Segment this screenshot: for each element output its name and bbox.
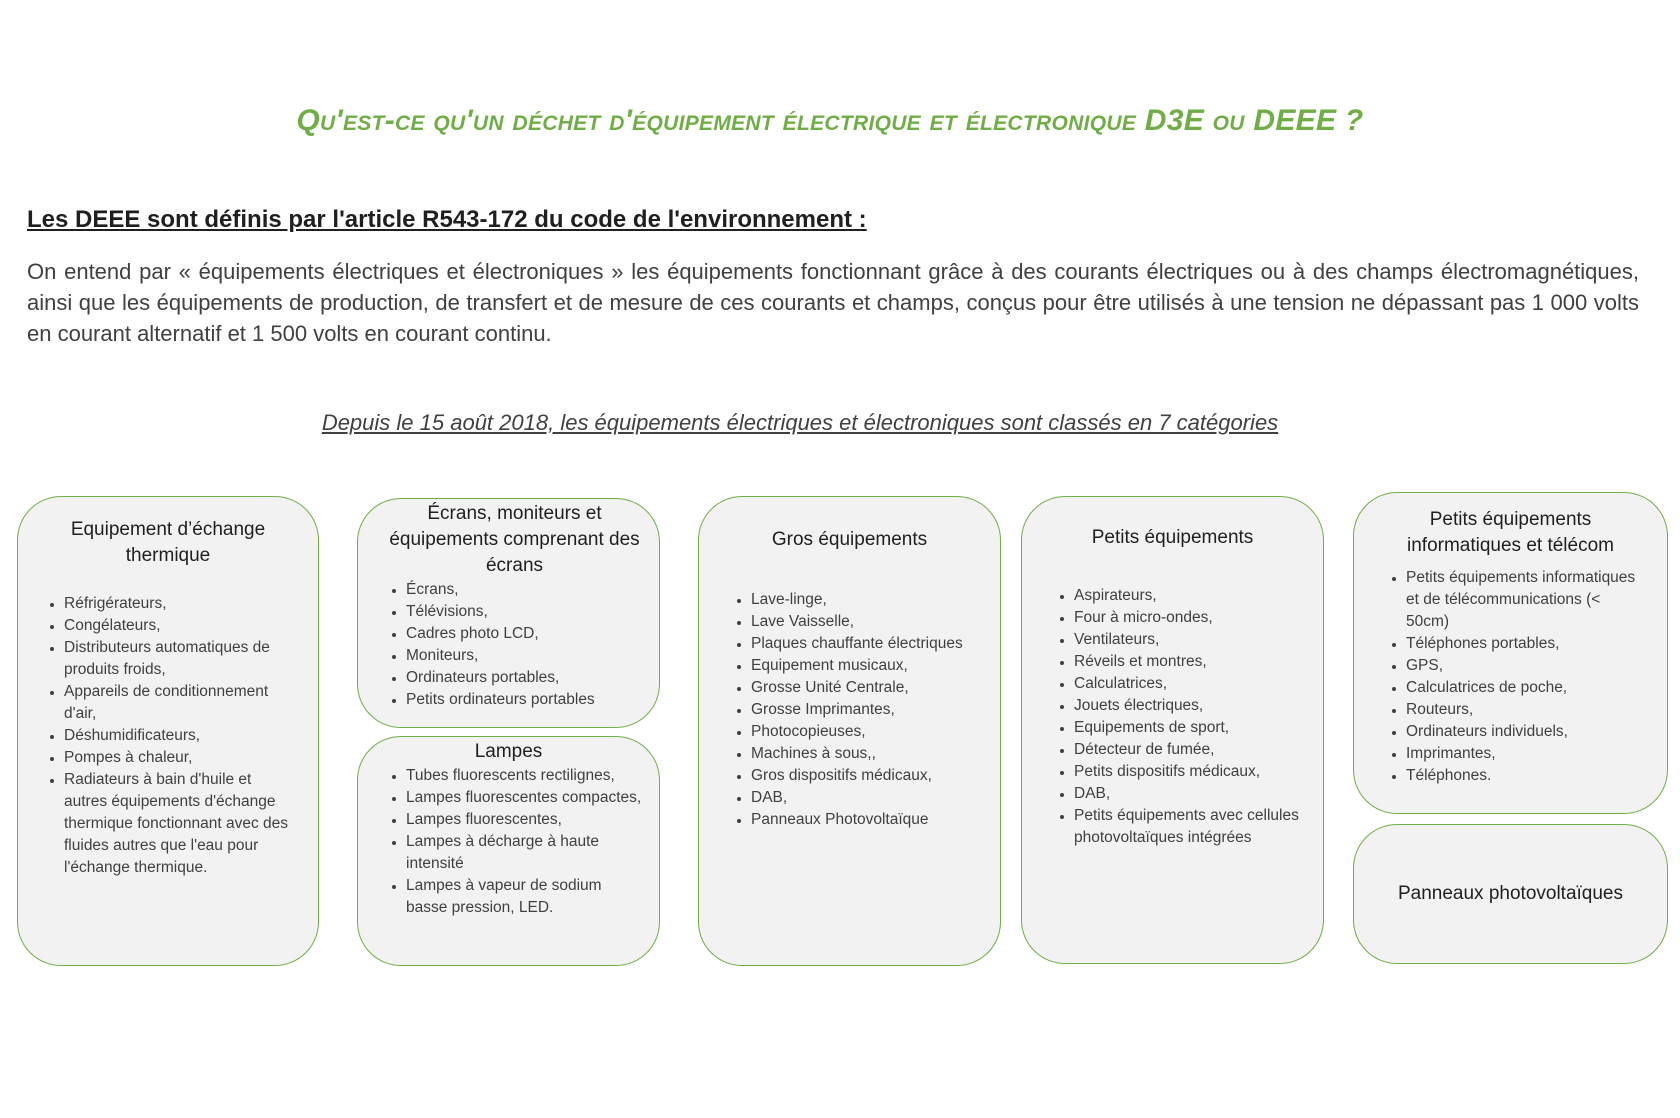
category-list [358, 579, 659, 711]
list-item: • Écrans, [406, 579, 645, 601]
list-item: • Déshumidificateurs, [64, 725, 298, 747]
category-title: Petits équipements [1091, 527, 1254, 548]
list-item: • Calculatrices, [1074, 673, 1305, 695]
category-title: Écrans, moniteurs et équipements comprenant des écrans [389, 503, 640, 576]
category-title: Petits équipements informatiques et télécom [1407, 509, 1614, 556]
definition-heading: Les DEEE sont définis par l'article R543-172 du code de l'environnement : [27, 206, 867, 233]
category-list [699, 589, 1000, 831]
category-box-small [1021, 496, 1324, 964]
list-item: • Congélateurs, [64, 615, 298, 637]
list-item: • Distributeurs automatiques de produits froids, [64, 637, 298, 681]
list-item: • GPS, [1406, 655, 1639, 677]
list-item: • Lampes à vapeur de sodium basse pression, LED. [406, 875, 645, 919]
list-item: • Radiateurs à bain d'huile et autres équipements d'échange thermique fonctionnant avec des fluides autres que l'eau pour l'échange thermique. [64, 769, 298, 879]
list-item: • Ventilateurs, [1074, 629, 1305, 651]
list-item: • Appareils de conditionnement d'air, [64, 681, 298, 725]
list-item: • Plaques chauffante électriques [751, 633, 980, 655]
list-item: • Petits équipements avec cellules photovoltaïques intégrées [1074, 805, 1305, 849]
list-item: • Téléphones. [1406, 765, 1639, 787]
list-item: • Calculatrices de poche, [1406, 677, 1639, 699]
list-item: • Lave-linge, [751, 589, 980, 611]
list-item: • Téléphones portables, [1406, 633, 1639, 655]
list-item: • Tubes fluorescents rectilignes, [406, 765, 645, 787]
list-item: • Machines à sous,, [751, 743, 980, 765]
list-item: • Routeurs, [1406, 699, 1639, 721]
list-item: • Moniteurs, [406, 645, 645, 667]
list-item: • Télévisions, [406, 601, 645, 623]
category-title: Equipement d’échange thermique [70, 519, 266, 566]
category-box-large [698, 496, 1001, 966]
category-box-screens [357, 498, 660, 728]
category-box-photovoltaic [1353, 824, 1668, 964]
list-item: • Photocopieuses, [751, 721, 980, 743]
list-item: • Equipement musicaux, [751, 655, 980, 677]
list-item: • Lampes à décharge à haute intensité [406, 831, 645, 875]
category-list [18, 593, 318, 879]
list-item: • Grosse Unité Centrale, [751, 677, 980, 699]
list-item: • Petits dispositifs médicaux, [1074, 761, 1305, 783]
page-title: Qu'est-ce qu'un déchet d'équipement électrique et électronique D3E ou DEEE ? [296, 104, 1364, 137]
list-item: • Equipements de sport, [1074, 717, 1305, 739]
category-box-lamps [357, 736, 660, 966]
list-item: • Grosse Imprimantes, [751, 699, 980, 721]
definition-text: On entend par « équipements électriques et électroniques » les équipements fonctionnant grâce à des courants électriques ou à des champs électromagnétiques, ainsi que les équipements de production, de transfert et de mesure de ces courants et champs, conçus pour être utilisés à une tension ne dépassant pas 1 000 volts en courant alternatif et 1 500 volts en courant continu. [27, 259, 1639, 346]
list-item: • Panneaux Photovoltaïque [751, 809, 980, 831]
category-box-thermal [17, 496, 319, 966]
list-item: • DAB, [1074, 783, 1305, 805]
list-item: • Aspirateurs, [1074, 585, 1305, 607]
list-item: • Ordinateurs portables, [406, 667, 645, 689]
category-title: Lampes [474, 741, 543, 762]
list-item: • Gros dispositifs médicaux, [751, 765, 980, 787]
list-item: • Cadres photo LCD, [406, 623, 645, 645]
category-box-it-telecom [1353, 492, 1668, 814]
list-item: • Lampes fluorescentes compactes, [406, 787, 645, 809]
list-item: • DAB, [751, 787, 980, 809]
category-title: Gros équipements [771, 529, 928, 550]
list-item: • Lampes fluorescentes, [406, 809, 645, 831]
category-list [358, 765, 659, 919]
list-item: • Pompes à chaleur, [64, 747, 298, 769]
list-item: • Jouets électriques, [1074, 695, 1305, 717]
category-title: Panneaux photovoltaïques [1397, 883, 1623, 904]
category-list [1354, 567, 1667, 787]
categories-subheading: Depuis le 15 août 2018, les équipements électriques et électroniques sont classés en 7 catégories [321, 410, 1279, 435]
list-item: • Réfrigérateurs, [64, 593, 298, 615]
list-item: • Ordinateurs individuels, [1406, 721, 1639, 743]
list-item: • Réveils et montres, [1074, 651, 1305, 673]
list-item: • Détecteur de fumée, [1074, 739, 1305, 761]
list-item: • Four à micro-ondes, [1074, 607, 1305, 629]
list-item: • Lave Vaisselle, [751, 611, 980, 633]
category-list [1022, 585, 1323, 849]
list-item: • Petits ordinateurs portables [406, 689, 645, 711]
list-item: • Petits équipements informatiques et de télécommunications (< 50cm) [1406, 567, 1639, 633]
list-item: • Imprimantes, [1406, 743, 1639, 765]
